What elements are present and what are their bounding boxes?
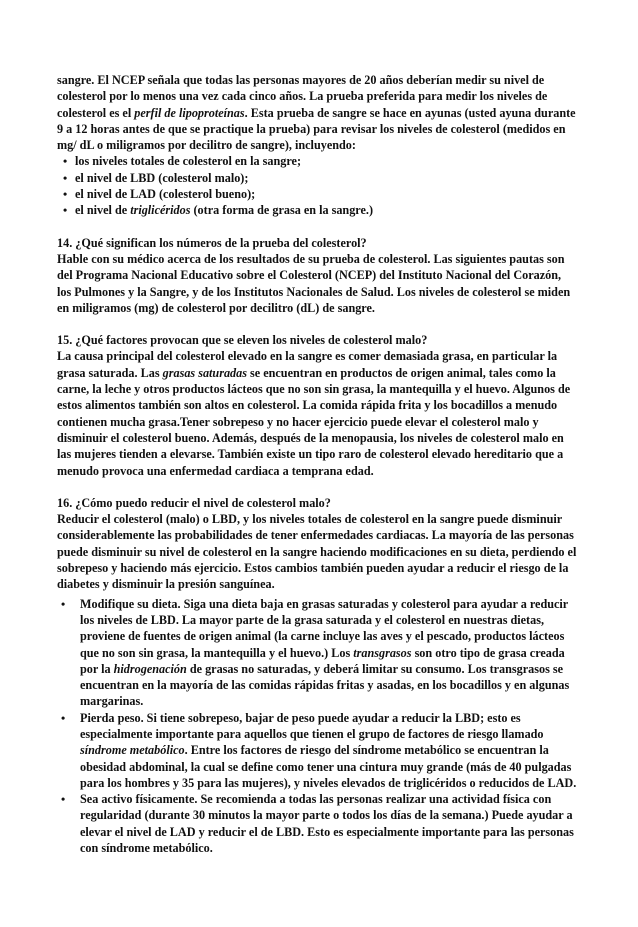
q15-heading: 15. ¿Qué factores provocan que se eleven los niveles de colesterol malo?	[57, 333, 428, 348]
list-item: • Sea activo físicamente. Se recomienda a todas las personas realizar una actividad física con regularidad (durante 30 minutos la mayor parte o todos los días de la semana.) Puede ayudar a elevar el nivel de LAD y reducir el de LBD. Esto es especialmente importante para las personas con síndrome metabólico.	[57, 791, 578, 856]
cholesterol-test-list	[57, 153, 578, 218]
intro-italic-term: perfil de lipoproteínas	[134, 105, 245, 120]
list-item: • los niveles totales de colesterol en la sangre;	[57, 153, 578, 169]
intro-paragraph: sangre. El NCEP señala que todas las personas mayores de 20 años deberían medir su nivel de colesterol por lo menos una vez cada cinco años. La prueba preferida para medir los niveles de colesterol es el perfil de lipoproteínas. Esta prueba de sangre se hace en ayunas (usted ayuna durante 9 a 12 horas antes de que se practique la prueba) para revisar los niveles de colesterol (medidos en mg/ dL o miligramos por decilitro de sangre), incluyendo:	[57, 73, 576, 153]
tips-list	[57, 596, 578, 857]
list-item: • Modifique su dieta. Siga una dieta baja en grasas saturadas y colesterol para ayudar a reducir los niveles de LBD. La mayor parte de la grasa saturada y el colesterol en nuestras dietas, proviene de fuentes de origen animal (la carne incluye las aves y el pescado, productos lácteos que no son sin grasa, la mantequilla y el huevo.) Los transgrasos son otro tipo de grasa creada por la hidrogenación de grasas no saturadas, y deberá limitar su consumo. Los transgrasos se encuentran en la mayoría de las comidas rápidas fritas y asadas, en los bocadillos y en algunas margarinas.	[57, 596, 578, 710]
q14-heading: 14. ¿Qué significan los números de la prueba del colesterol?	[57, 235, 367, 250]
q16-heading: 16. ¿Cómo puedo reducir el nivel de colesterol malo?	[57, 495, 331, 510]
q16-answer: Reducir el colesterol (malo) o LBD, y los niveles totales de colesterol en la sangre puede disminuir considerablemente las probabilidades de tener enfermedades cardiacas. La mayoría de las personas puede disminuir su nivel de colesterol en la sangre haciendo modificaciones en su dieta, perdiendo el sobrepeso y haciendo más ejercicio. Estos cambios también pueden ayudar a reducir el riesgo de la diabetes y disminuir la presión sanguínea.	[57, 512, 577, 592]
list-item: • Pierda peso. Si tiene sobrepeso, bajar de peso puede ayudar a reducir la LBD; esto es especialmente importante para aquellos que tienen el grupo de factores de riesgo llamado síndrome metabólico. Entre los factores de riesgo del síndrome metabólico se encuentran la obesidad abdominal, la cual se define como tener una cintura muy grande (más de 40 pulgadas para los hombres y 35 para las mujeres), y niveles elevados de triglicéridos o reducidos de LAD.	[57, 710, 578, 791]
q15-answer: La causa principal del colesterol elevado en la sangre es comer demasiada grasa, en particular la grasa saturada. Las grasas saturadas se encuentran en productos de origen animal, tales como la carne, la leche y otros productos lácteos que no son sin grasa, la mantequilla y el huevo. Algunos de estos alimentos también son altos en colesterol. La comida rápida frita y los bocadillos a menudo contienen mucha grasa.Tener sobrepeso y no hacer ejercicio puede elevar el colesterol malo y disminuir el colesterol bueno. Además, después de la menopausia, los niveles de colesterol malo en las mujeres tienden a elevarse. También existe un tipo raro de colesterol elevado hereditario que a menudo provoca una enfermedad cardiaca a temprana edad.	[57, 349, 571, 478]
list-item: • el nivel de triglicéridos (otra forma de grasa en la sangre.)	[57, 202, 578, 218]
list-item: • el nivel de LBD (colesterol malo);	[57, 170, 578, 186]
list-item: • el nivel de LAD (colesterol bueno);	[57, 186, 578, 202]
q14-answer: Hable con su médico acerca de los resultados de su prueba de colesterol. Las siguientes pautas son del Programa Nacional Educativo sobre el Colesterol (NCEP) del Instituto Nacional del Corazón, los Pulmones y la Sangre, y de los Institutos Nacionales de Salud. Los niveles de colesterol se miden en miligramos (mg) de colesterol por decilitro (dL) de sangre.	[57, 251, 571, 315]
document-page	[57, 72, 578, 856]
